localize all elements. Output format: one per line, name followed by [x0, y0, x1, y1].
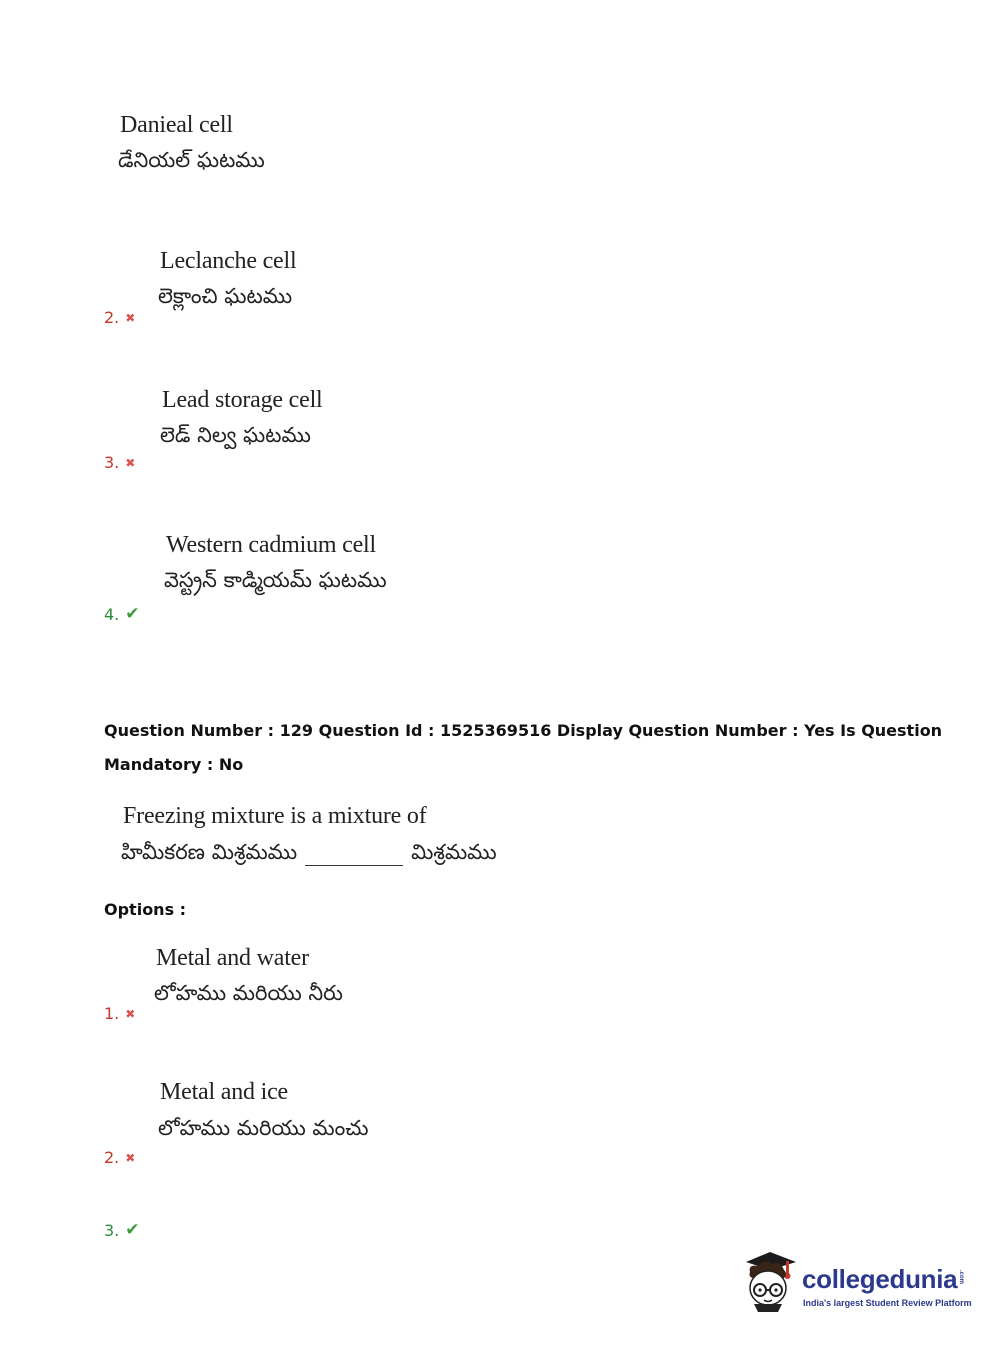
blank-line: [305, 865, 403, 866]
option-3-marker: [104, 453, 135, 472]
q129-option-1-telugu: లోహము మరియు నీరు: [154, 981, 343, 1005]
q129-option-1-marker: [104, 1004, 135, 1023]
option-2-english: Leclanche cell: [160, 248, 297, 274]
q129-option-3-marker: [104, 1220, 140, 1240]
correct-mark-icon: ✔: [125, 604, 140, 624]
logo-tagline: India's largest Student Review Platform: [803, 1298, 972, 1308]
option-number: 3.: [104, 453, 120, 472]
option-number: 3.: [104, 1220, 120, 1240]
question-meta-line-2: Mandatory : No: [104, 755, 244, 774]
wrong-mark-icon: ✖: [125, 455, 136, 470]
logo-suffix: .com: [958, 1270, 964, 1285]
option-2-marker: [104, 308, 135, 327]
option-1-telugu: డేనియల్ ఘటము: [118, 148, 265, 172]
q129-option-2-english: Metal and ice: [160, 1079, 289, 1105]
question-meta-line-1: Question Number : 129 Question Id : 1525369516 Display Question Number : Yes Is Question: [104, 721, 943, 740]
option-3-telugu: లెడ్ నిల్వ ఘటము: [160, 423, 311, 447]
q129-option-1-english: Metal and water: [156, 945, 309, 971]
question-telugu-before: హిమీకరణ మిశ్రమము: [121, 840, 298, 864]
options-label: Options :: [104, 900, 187, 919]
wrong-mark-icon: ✖: [125, 1006, 136, 1021]
option-4-english: Western cadmium cell: [166, 532, 376, 558]
wrong-mark-icon: ✖: [125, 1150, 136, 1165]
option-number: 2.: [104, 308, 120, 327]
option-number: 1.: [104, 1004, 120, 1023]
wrong-mark-icon: ✖: [125, 310, 136, 325]
student-mascot-icon: [740, 1248, 802, 1312]
option-3-english: Lead storage cell: [162, 387, 323, 413]
question-telugu: [121, 840, 497, 870]
q129-option-2-marker: [104, 1148, 135, 1167]
question-telugu-after: మిశ్రమము: [411, 840, 497, 864]
option-number: 2.: [104, 1148, 120, 1167]
option-1-english: Danieal cell: [120, 112, 233, 138]
collegedunia-logo: [740, 1248, 972, 1318]
correct-mark-icon: ✔: [125, 1220, 140, 1240]
logo-wordmark: collegedunia: [802, 1264, 958, 1294]
question-english: Freezing mixture is a mixture of: [123, 803, 427, 829]
q129-option-2-telugu: లోహము మరియు మంచు: [158, 1116, 369, 1140]
option-2-telugu: లెక్లాంచి ఘటము: [158, 284, 293, 308]
option-4-marker: [104, 604, 140, 624]
option-4-telugu: వెస్ట్రన్ కాడ్మియమ్ ఘటము: [164, 568, 387, 592]
option-number: 4.: [104, 604, 120, 624]
